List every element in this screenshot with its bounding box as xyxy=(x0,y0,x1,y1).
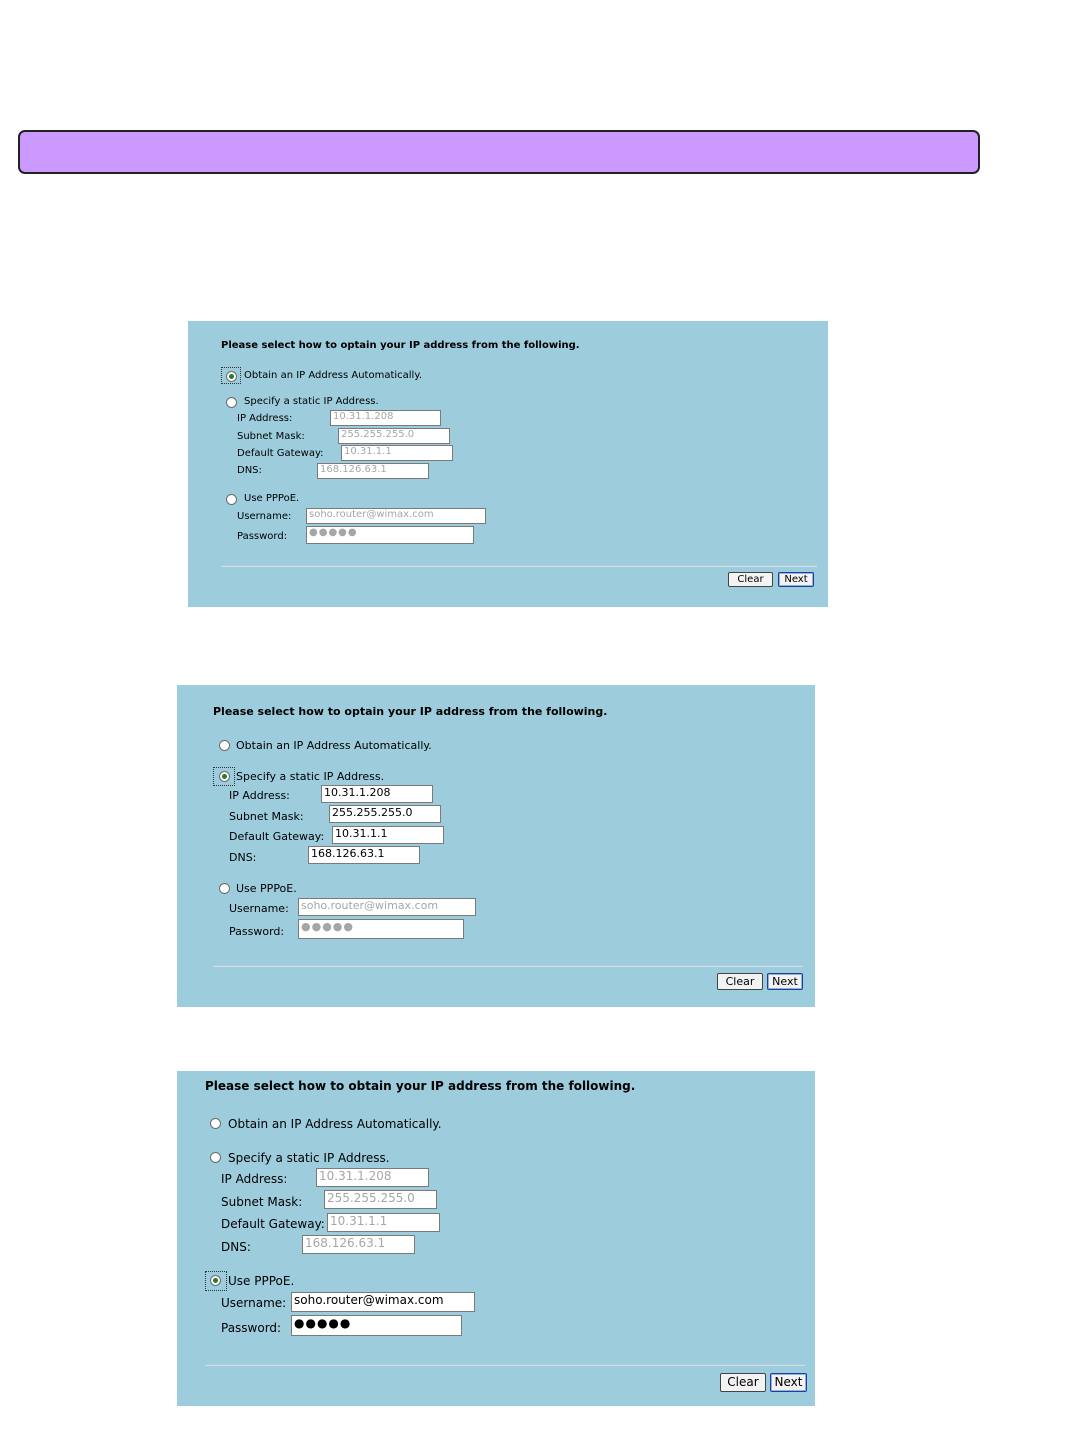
default-gateway-input[interactable]: 10.31.1.1 xyxy=(341,445,453,461)
subnet-mask-input[interactable]: 255.255.255.0 xyxy=(329,805,441,823)
subnet-mask-label: Subnet Mask: xyxy=(237,431,305,442)
default-gateway-label: Default Gateway: xyxy=(221,1217,325,1231)
dns-input[interactable]: 168.126.63.1 xyxy=(317,463,429,479)
default-gateway-input[interactable]: 10.31.1.1 xyxy=(327,1213,440,1232)
divider xyxy=(213,965,803,967)
next-button[interactable]: Next xyxy=(770,1373,807,1392)
option-static-label: Specify a static IP Address. xyxy=(244,396,379,407)
ip-address-label: IP Address: xyxy=(229,789,290,802)
divider xyxy=(205,1364,805,1366)
panel-heading: Please select how to optain your IP address from the following. xyxy=(221,340,580,351)
option-static-label: Specify a static IP Address. xyxy=(236,770,385,783)
radio-pppoe[interactable] xyxy=(210,1275,221,1286)
username-label: Username: xyxy=(237,511,292,522)
subnet-mask-label: Subnet Mask: xyxy=(229,810,304,823)
password-input[interactable] xyxy=(291,1315,462,1336)
radio-static[interactable] xyxy=(210,1152,221,1163)
dns-input[interactable]: 168.126.63.1 xyxy=(308,846,420,864)
ip-config-panel-3 xyxy=(177,1071,815,1406)
dns-label: DNS: xyxy=(229,851,257,864)
clear-button[interactable]: Clear xyxy=(720,1373,766,1392)
ip-address-label: IP Address: xyxy=(237,413,293,424)
radio-static[interactable] xyxy=(219,771,230,782)
password-label: Password: xyxy=(237,531,288,542)
password-label: Password: xyxy=(221,1321,282,1335)
username-input[interactable]: soho.router@wimax.com xyxy=(291,1292,475,1312)
subnet-mask-input[interactable]: 255.255.255.0 xyxy=(324,1190,437,1209)
option-auto-label: Obtain an IP Address Automatically. xyxy=(228,1117,442,1131)
ip-config-panel-2 xyxy=(177,685,815,1007)
password-mask: ●●●●● xyxy=(294,1316,352,1330)
clear-button[interactable]: Clear xyxy=(728,572,773,587)
username-label: Username: xyxy=(229,902,289,915)
clear-button[interactable]: Clear xyxy=(717,973,763,990)
radio-auto[interactable] xyxy=(226,371,237,382)
dns-label: DNS: xyxy=(221,1240,251,1254)
password-mask: ●●●●● xyxy=(301,920,354,933)
subnet-mask-label: Subnet Mask: xyxy=(221,1195,303,1209)
radio-auto[interactable] xyxy=(210,1118,221,1129)
password-input[interactable] xyxy=(298,919,464,939)
password-input[interactable] xyxy=(306,526,474,544)
radio-static[interactable] xyxy=(226,397,237,408)
default-gateway-input[interactable]: 10.31.1.1 xyxy=(332,826,444,844)
divider xyxy=(221,565,817,567)
radio-auto[interactable] xyxy=(219,740,230,751)
password-label: Password: xyxy=(229,925,285,938)
default-gateway-label: Default Gateway: xyxy=(237,448,324,459)
username-input[interactable]: soho.router@wimax.com xyxy=(298,898,476,916)
subnet-mask-input[interactable]: 255.255.255.0 xyxy=(338,428,450,444)
ip-address-input[interactable]: 10.31.1.208 xyxy=(330,410,441,426)
option-auto-label: Obtain an IP Address Automatically. xyxy=(244,370,423,381)
next-button[interactable]: Next xyxy=(778,572,814,587)
panel-heading: Please select how to obtain your IP address from the following. xyxy=(205,1079,636,1093)
radio-pppoe[interactable] xyxy=(219,883,230,894)
title-banner xyxy=(18,130,980,174)
ip-config-panel-1 xyxy=(188,321,828,607)
dns-input[interactable]: 168.126.63.1 xyxy=(302,1235,415,1254)
dns-label: DNS: xyxy=(237,465,262,476)
radio-pppoe[interactable] xyxy=(226,494,237,505)
option-auto-label: Obtain an IP Address Automatically. xyxy=(236,739,432,752)
option-pppoe-label: Use PPPoE. xyxy=(236,882,297,895)
username-label: Username: xyxy=(221,1296,287,1310)
next-button[interactable]: Next xyxy=(767,973,803,990)
ip-address-label: IP Address: xyxy=(221,1172,288,1186)
password-mask: ●●●●● xyxy=(309,527,358,538)
ip-address-input[interactable]: 10.31.1.208 xyxy=(316,1168,429,1187)
panel-heading: Please select how to optain your IP address from the following. xyxy=(213,705,608,718)
default-gateway-label: Default Gateway: xyxy=(229,830,325,843)
username-input[interactable]: soho.router@wimax.com xyxy=(306,508,486,524)
ip-address-input[interactable]: 10.31.1.208 xyxy=(321,785,433,803)
option-static-label: Specify a static IP Address. xyxy=(228,1151,390,1165)
option-pppoe-label: Use PPPoE. xyxy=(244,493,300,504)
option-pppoe-label: Use PPPoE. xyxy=(228,1274,295,1288)
